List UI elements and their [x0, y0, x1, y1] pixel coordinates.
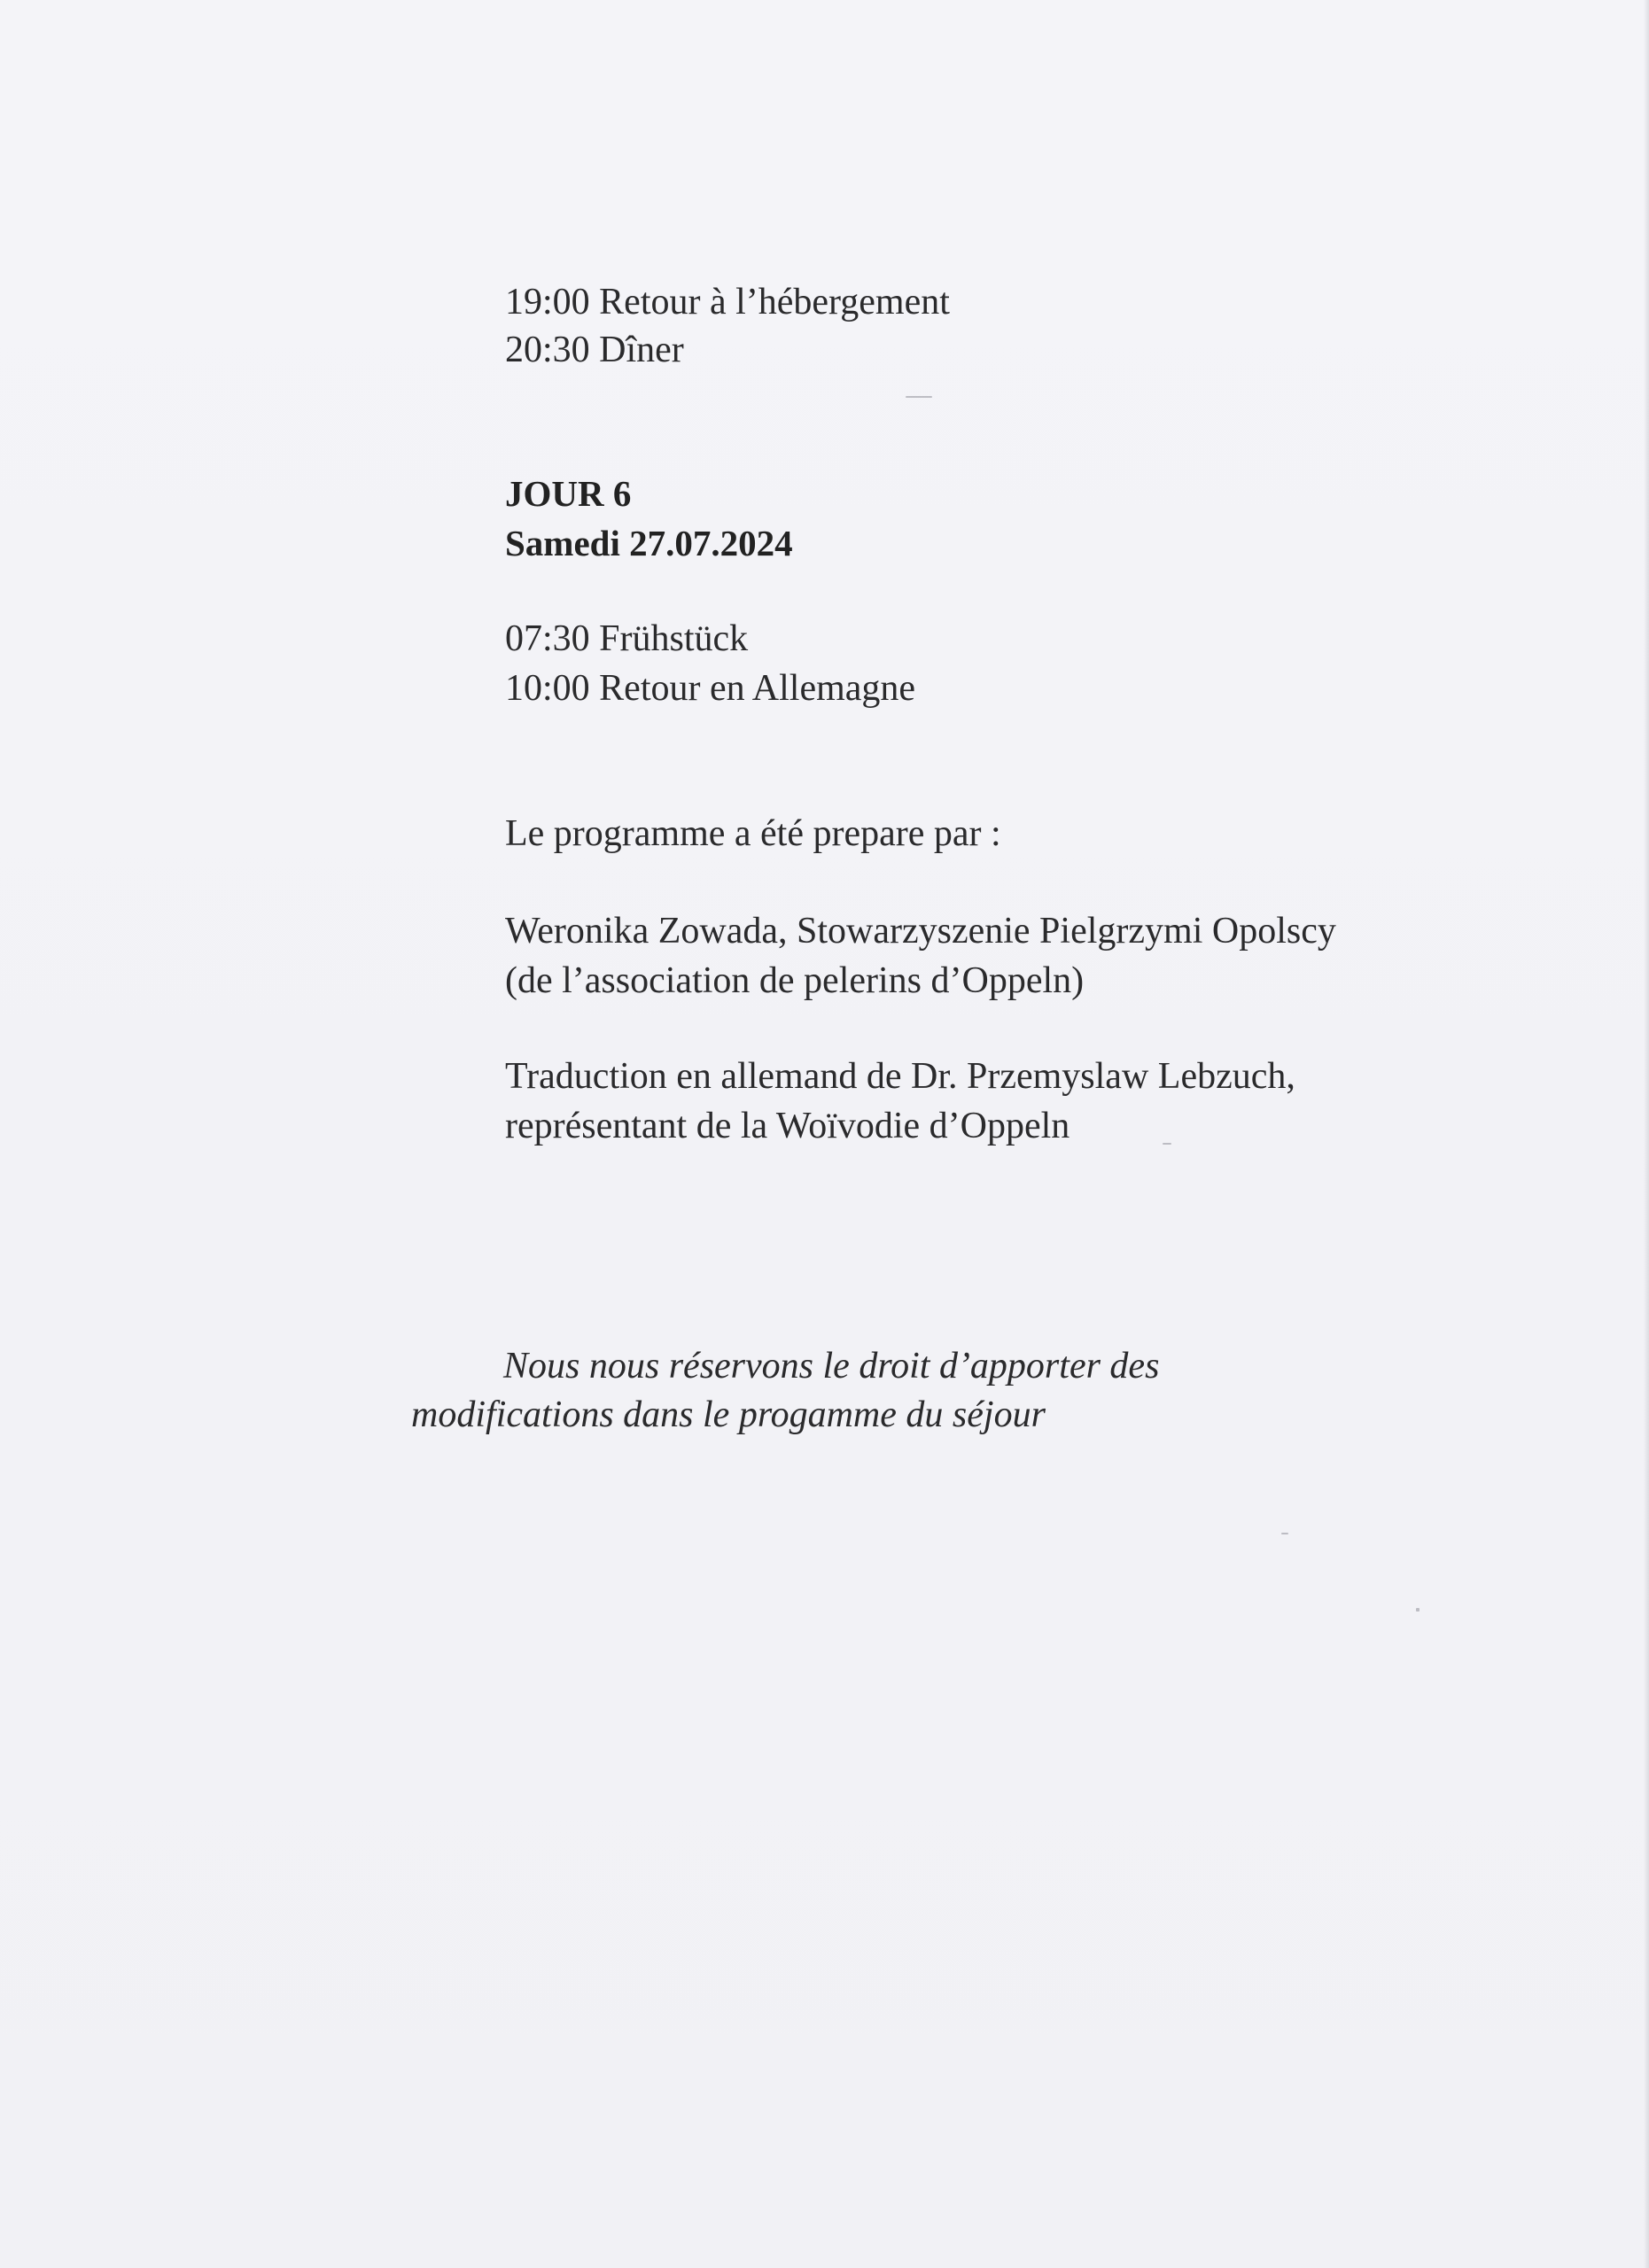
page-edge-shadow — [1644, 0, 1649, 2268]
credits-intro: Le programme a été prepare par : — [505, 813, 1001, 854]
schedule-item-return: 10:00 Retour en Allemagne — [505, 668, 916, 709]
scan-speck — [1163, 1143, 1171, 1145]
schedule-item-accommodation: 19:00 Retour à l’hébergement — [505, 282, 950, 322]
day-title: JOUR 6 — [505, 473, 632, 514]
scan-speck — [906, 396, 932, 398]
author-line: Weronika Zowada, Stowarzyszenie Pielgrzymi Opolscy — [505, 911, 1336, 951]
author-association-line: (de l’association de pelerins d’Oppeln) — [505, 960, 1085, 1001]
translation-line: Traduction en allemand de Dr. Przemyslaw Lebzuch, — [505, 1056, 1295, 1097]
notice-line-1: Nous nous réservons le droit d’apporter des — [503, 1346, 1160, 1386]
notice-line-2: modifications dans le progamme du séjour — [411, 1394, 1046, 1435]
day-date: Samedi 27.07.2024 — [505, 523, 793, 563]
scan-speck — [1416, 1608, 1420, 1612]
schedule-item-breakfast: 07:30 Frühstück — [505, 618, 749, 659]
scan-speck — [1281, 1533, 1288, 1534]
schedule-item-dinner: 20:30 Dîner — [505, 330, 684, 370]
translator-role-line: représentant de la Woïvodie d’Oppeln — [505, 1106, 1070, 1146]
